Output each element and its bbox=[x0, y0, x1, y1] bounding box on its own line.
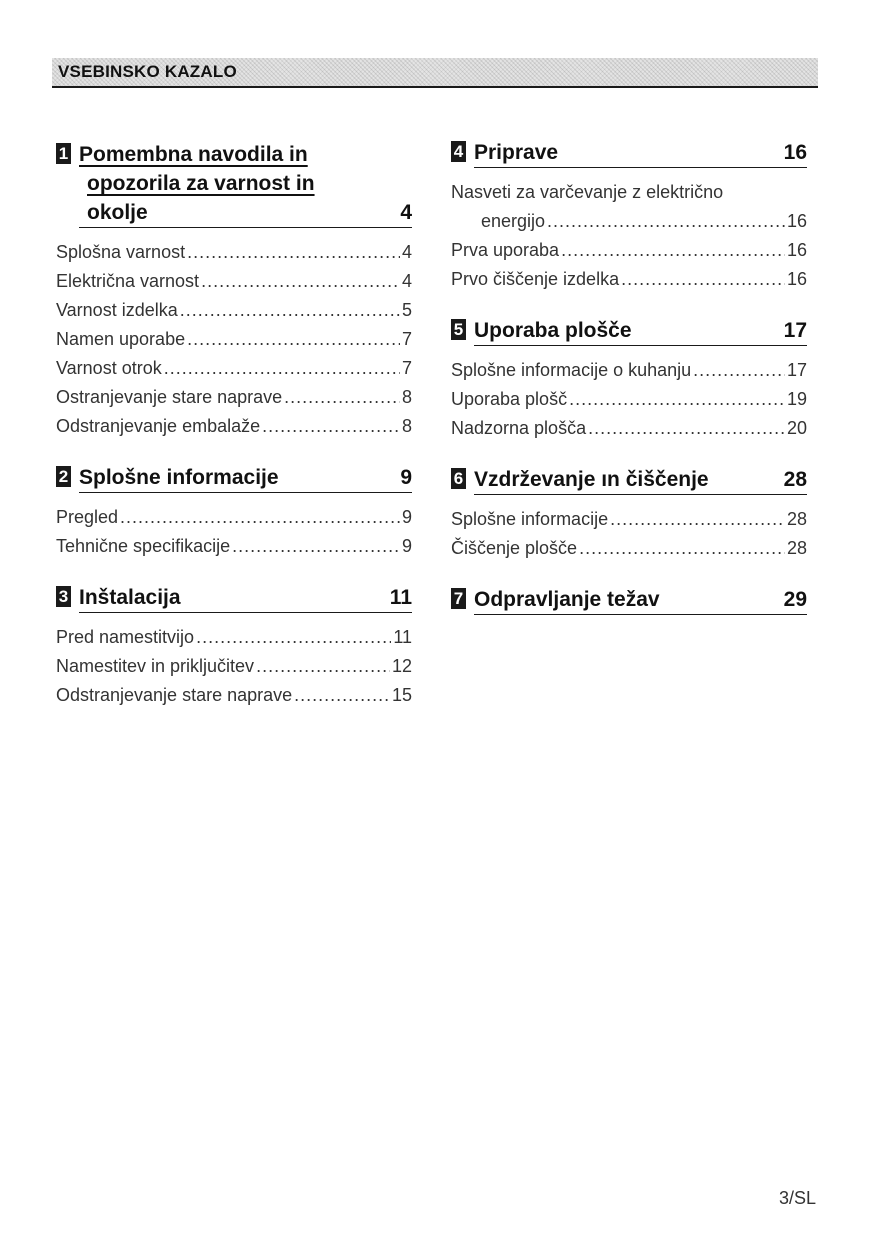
dot-leader bbox=[180, 296, 400, 325]
toc-section-2 bbox=[56, 463, 412, 561]
toc-entry[interactable] bbox=[451, 356, 807, 385]
dot-leader bbox=[693, 356, 785, 385]
entry-label: Pregled bbox=[56, 507, 119, 527]
section-number-badge: 1 bbox=[56, 143, 71, 164]
toc-entry[interactable] bbox=[56, 623, 412, 652]
entry-page: 9 bbox=[401, 536, 412, 556]
section-page-number: 17 bbox=[783, 319, 807, 342]
section-heading[interactable] bbox=[451, 138, 807, 168]
dot-leader bbox=[579, 534, 785, 563]
section-number-badge: 3 bbox=[56, 586, 71, 607]
entry-page: 15 bbox=[391, 685, 412, 705]
section-heading[interactable] bbox=[56, 463, 412, 493]
entry-page: 16 bbox=[786, 269, 807, 289]
toc-entries bbox=[56, 238, 412, 441]
entry-label: Splošne informacije o kuhanju bbox=[451, 360, 692, 380]
entry-label: Varnost otrok bbox=[56, 358, 162, 378]
section-page-number: 11 bbox=[389, 586, 412, 609]
toc-entries bbox=[451, 178, 807, 294]
dot-leader bbox=[588, 414, 785, 443]
dot-leader bbox=[610, 505, 785, 534]
dot-leader bbox=[164, 354, 400, 383]
entry-page: 5 bbox=[401, 300, 412, 320]
toc-section-7 bbox=[451, 585, 807, 615]
section-title: Uporaba plošče bbox=[474, 319, 632, 342]
entry-page: 19 bbox=[786, 389, 807, 409]
section-page-number: 9 bbox=[400, 466, 412, 489]
entry-page: 11 bbox=[393, 627, 412, 647]
entry-page: 20 bbox=[786, 418, 807, 438]
dot-leader bbox=[294, 681, 390, 710]
section-title: Priprave bbox=[474, 141, 559, 164]
section-heading[interactable] bbox=[451, 465, 807, 495]
entry-label: Splošne informacije bbox=[451, 509, 609, 529]
section-number-badge: 6 bbox=[451, 468, 466, 489]
dot-leader bbox=[561, 236, 785, 265]
entry-label: Nadzorna plošča bbox=[451, 418, 587, 438]
toc-entry[interactable] bbox=[56, 503, 412, 532]
entry-page: 4 bbox=[401, 242, 412, 262]
entry-label: Odstranjevanje stare naprave bbox=[56, 685, 293, 705]
dot-leader bbox=[120, 503, 400, 532]
section-number-badge: 7 bbox=[451, 588, 466, 609]
toc-column-left bbox=[56, 140, 412, 732]
dot-leader bbox=[232, 532, 400, 561]
toc-entry[interactable] bbox=[56, 532, 412, 561]
dot-leader bbox=[547, 207, 785, 236]
entry-label: Uporaba plošč bbox=[451, 389, 568, 409]
section-title: Inštalacija bbox=[79, 586, 181, 609]
section-page-number: 28 bbox=[783, 468, 807, 491]
dot-leader bbox=[187, 325, 400, 354]
toc-entry[interactable] bbox=[56, 267, 412, 296]
toc-entry[interactable] bbox=[56, 681, 412, 710]
entry-label: Odstranjevanje embalaže bbox=[56, 416, 261, 436]
section-title: Vzdrževanje ın čiščenje bbox=[474, 468, 709, 491]
toc-section-4 bbox=[451, 138, 807, 294]
toc-header-bar bbox=[52, 58, 818, 88]
entry-label: Namen uporabe bbox=[56, 329, 186, 349]
toc-column-right bbox=[451, 138, 807, 637]
entry-page: 7 bbox=[401, 329, 412, 349]
toc-entry[interactable] bbox=[451, 534, 807, 563]
entry-label: Prva uporaba bbox=[451, 240, 560, 260]
toc-entry[interactable] bbox=[56, 652, 412, 681]
toc-entry[interactable] bbox=[56, 412, 412, 441]
toc-entries bbox=[451, 505, 807, 563]
dot-leader bbox=[621, 265, 785, 294]
toc-entries bbox=[56, 503, 412, 561]
section-number-badge: 2 bbox=[56, 466, 71, 487]
toc-entry[interactable] bbox=[56, 354, 412, 383]
toc-entries bbox=[451, 356, 807, 443]
section-heading[interactable] bbox=[56, 583, 412, 613]
section-heading[interactable] bbox=[451, 316, 807, 346]
dot-leader bbox=[262, 412, 400, 441]
dot-leader bbox=[256, 652, 390, 681]
section-number-badge: 4 bbox=[451, 141, 466, 162]
toc-entry[interactable] bbox=[451, 265, 807, 294]
entry-page: 17 bbox=[786, 360, 807, 380]
toc-entry[interactable] bbox=[56, 238, 412, 267]
toc-entry[interactable] bbox=[451, 505, 807, 534]
entry-page: 7 bbox=[401, 358, 412, 378]
toc-entry[interactable] bbox=[56, 296, 412, 325]
entry-page: 16 bbox=[786, 240, 807, 260]
toc-section-3 bbox=[56, 583, 412, 710]
entry-label: Namestitev in priključitev bbox=[56, 656, 255, 676]
entry-label: Splošna varnost bbox=[56, 242, 186, 262]
section-title-line: Pomembna navodila in bbox=[79, 143, 308, 166]
section-page-number: 29 bbox=[783, 588, 807, 611]
entry-page: 9 bbox=[401, 507, 412, 527]
section-title-line: okolje bbox=[87, 201, 148, 224]
entry-page: 28 bbox=[786, 509, 807, 529]
toc-entry[interactable] bbox=[56, 325, 412, 354]
section-heading[interactable] bbox=[451, 585, 807, 615]
entry-label-continued: energijo bbox=[481, 211, 546, 231]
page-footer-number: 3/SL bbox=[778, 1188, 816, 1208]
entry-page: 16 bbox=[786, 211, 807, 231]
entry-label: Nasveti za varčevanje z električno bbox=[451, 182, 724, 202]
entry-page: 8 bbox=[401, 416, 412, 436]
entry-label: Varnost izdelka bbox=[56, 300, 178, 320]
section-heading[interactable] bbox=[56, 140, 412, 228]
dot-leader bbox=[284, 383, 400, 412]
section-number-badge: 5 bbox=[451, 319, 466, 340]
toc-section-5 bbox=[451, 316, 807, 443]
entry-page: 28 bbox=[786, 538, 807, 558]
entry-label: Ostranjevanje stare naprave bbox=[56, 387, 283, 407]
entry-page: 4 bbox=[401, 271, 412, 291]
toc-section-6 bbox=[451, 465, 807, 563]
toc-entry[interactable] bbox=[451, 178, 807, 236]
dot-leader bbox=[201, 267, 400, 296]
entry-label: Pred namestitvijo bbox=[56, 627, 195, 647]
section-page-number: 16 bbox=[783, 141, 807, 164]
section-page-number: 4 bbox=[400, 201, 412, 224]
toc-entry[interactable] bbox=[56, 383, 412, 412]
toc-title: VSEBINSKO KAZALO bbox=[58, 62, 237, 81]
toc-entries bbox=[56, 623, 412, 710]
entry-label: Čiščenje plošče bbox=[451, 538, 578, 558]
section-title: Odpravljanje težav bbox=[474, 588, 660, 611]
dot-leader bbox=[569, 385, 785, 414]
entry-label: Tehnične specifikacije bbox=[56, 536, 231, 556]
toc-entry[interactable] bbox=[451, 236, 807, 265]
entry-label: Prvo čiščenje izdelka bbox=[451, 269, 620, 289]
entry-label: Električna varnost bbox=[56, 271, 200, 291]
dot-leader bbox=[187, 238, 400, 267]
entry-page: 12 bbox=[391, 656, 412, 676]
toc-section-1 bbox=[56, 140, 412, 441]
toc-entry[interactable] bbox=[451, 414, 807, 443]
dot-leader bbox=[196, 623, 391, 652]
entry-page: 8 bbox=[401, 387, 412, 407]
section-title-line: opozorila za varnost in bbox=[87, 172, 315, 195]
section-title: Splošne informacije bbox=[79, 466, 279, 489]
toc-entry[interactable] bbox=[451, 385, 807, 414]
